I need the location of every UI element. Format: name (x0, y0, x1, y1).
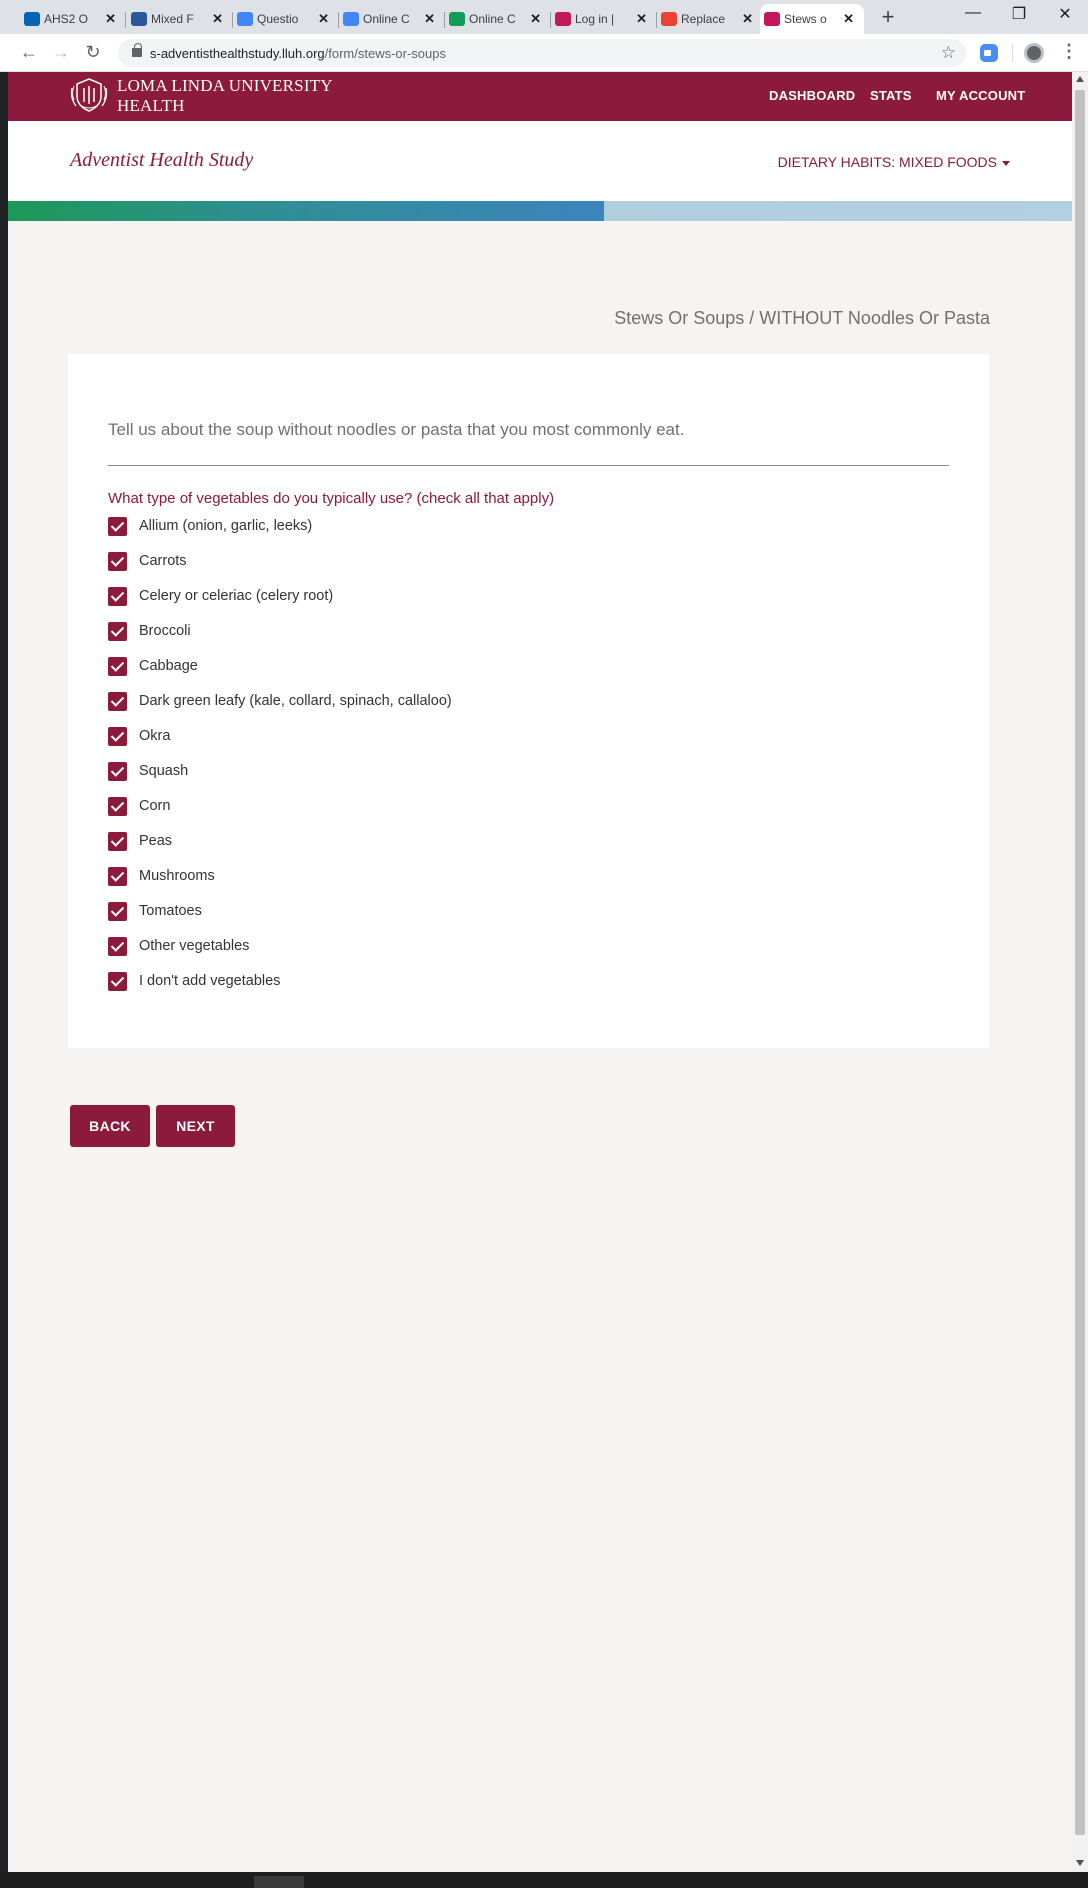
brand-line-2: HEALTH (117, 96, 185, 115)
site-header (8, 72, 1072, 121)
browser-tab[interactable] (233, 4, 339, 34)
checkbox-label[interactable]: Mushrooms (139, 868, 215, 884)
checkbox-option[interactable] (108, 516, 452, 551)
toolbar-divider (1012, 44, 1013, 62)
browser-tab[interactable] (551, 4, 657, 34)
checked-checkbox[interactable] (108, 762, 127, 781)
browser-tab[interactable] (127, 4, 233, 34)
address-bar[interactable] (118, 39, 966, 67)
section-dropdown[interactable] (778, 154, 1010, 170)
taskbar-item[interactable] (254, 1876, 304, 1888)
divider (108, 465, 949, 466)
checked-checkbox[interactable] (108, 937, 127, 956)
tab-separator (125, 12, 126, 28)
checked-checkbox[interactable] (108, 587, 127, 606)
tab-close-icon[interactable]: ✕ (742, 11, 753, 26)
browser-tab-title: Online C (363, 12, 410, 26)
checkbox-label[interactable]: Squash (139, 763, 189, 779)
checked-checkbox[interactable] (108, 797, 127, 816)
scroll-down-arrow-icon[interactable] (1076, 1860, 1084, 1866)
checked-checkbox[interactable] (108, 902, 127, 921)
url-path: /form/stews-or-soups (324, 46, 447, 61)
minimize-button[interactable]: — (965, 4, 981, 21)
llu-icon (555, 12, 571, 26)
checked-checkbox[interactable] (108, 972, 127, 991)
bookmark-star-icon[interactable]: ☆ (940, 43, 956, 62)
study-title[interactable]: Adventist Health Study (70, 149, 254, 171)
browser-tab-title: Online C (469, 12, 516, 26)
checkbox-option[interactable] (108, 656, 452, 691)
back-arrow-icon[interactable]: ← (20, 42, 38, 62)
checkbox-option[interactable] (108, 866, 452, 901)
question-label: What type of vegetables do you typically use? (check all that apply) (108, 490, 555, 507)
checked-checkbox[interactable] (108, 517, 127, 536)
section-dropdown-label: DIETARY HABITS: MIXED FOODS (777, 154, 997, 170)
scrollbar-thumb[interactable] (1075, 90, 1085, 1835)
brand-name[interactable] (117, 76, 333, 116)
tab-close-icon[interactable]: ✕ (530, 11, 541, 26)
question-breadcrumb: Stews Or Soups / WITHOUT Noodles Or Pasta (614, 308, 990, 328)
llu-icon (764, 12, 780, 26)
checkbox-option[interactable] (108, 726, 452, 761)
tab-close-icon[interactable]: ✕ (212, 11, 223, 26)
checkbox-option[interactable] (108, 901, 452, 936)
checkbox-label[interactable]: Broccoli (139, 623, 191, 639)
checkbox-label[interactable]: Other vegetables (139, 938, 250, 954)
checkbox-label[interactable]: Celery or celeriac (celery root) (139, 588, 334, 604)
checked-checkbox[interactable] (108, 657, 127, 676)
page-scrollbar[interactable] (1072, 72, 1088, 1872)
checked-checkbox[interactable] (108, 867, 127, 886)
study-subheader (8, 121, 1072, 201)
next-button[interactable]: NEXT (156, 1105, 235, 1147)
checkbox-option[interactable] (108, 936, 452, 971)
tab-close-icon[interactable]: ✕ (636, 11, 647, 26)
browser-toolbar (0, 34, 1088, 72)
checkbox-option[interactable] (108, 796, 452, 831)
survey-progress-bar (8, 201, 1072, 221)
checked-checkbox[interactable] (108, 622, 127, 641)
onedrive-icon (24, 12, 40, 26)
checkbox-option[interactable] (108, 586, 452, 621)
tab-close-icon[interactable]: ✕ (424, 11, 435, 26)
back-button[interactable]: BACK (70, 1105, 150, 1147)
gmail-icon (661, 12, 677, 26)
checkbox-option[interactable] (108, 761, 452, 796)
checkbox-label[interactable]: Corn (139, 798, 171, 814)
question-prompt: Tell us about the soup without noodles or pasta that you most commonly eat. (108, 420, 685, 439)
profile-avatar[interactable] (1024, 43, 1044, 63)
lock-icon[interactable] (132, 48, 142, 57)
browser-tab[interactable] (20, 4, 126, 34)
checked-checkbox[interactable] (108, 692, 127, 711)
browser-tab-title: Replace (681, 12, 726, 26)
reload-icon[interactable]: ↻ (85, 42, 101, 62)
checkbox-label[interactable]: Tomatoes (139, 903, 202, 919)
window-close-button[interactable]: ✕ (1058, 6, 1072, 23)
scroll-up-arrow-icon[interactable] (1076, 76, 1084, 82)
browser-tab[interactable] (445, 4, 551, 34)
browser-tab[interactable] (657, 4, 763, 34)
browser-tab-strip (0, 0, 1088, 34)
checkbox-label[interactable]: Carrots (139, 553, 187, 569)
url-text[interactable] (150, 46, 446, 61)
nav-dashboard[interactable]: DASHBOARD (769, 88, 856, 103)
checkbox-option[interactable] (108, 831, 452, 866)
zoom-extension-icon[interactable] (980, 44, 998, 62)
url-domain: s-adventisthealthstudy.lluh.org (150, 46, 325, 61)
page-viewport (8, 72, 1072, 1872)
llu-crest-logo[interactable] (68, 76, 110, 114)
word-icon (131, 12, 147, 26)
tab-close-icon[interactable]: ✕ (105, 11, 116, 26)
brand-line-1: LOMA LINDA UNIVERSITY (117, 76, 333, 95)
forward-arrow-icon[interactable]: → (52, 42, 70, 62)
browser-tab[interactable] (339, 4, 445, 34)
checked-checkbox[interactable] (108, 552, 127, 571)
tab-close-icon[interactable]: ✕ (843, 11, 854, 26)
browser-tab-title: Mixed F (151, 12, 194, 26)
browser-tab[interactable] (760, 4, 864, 34)
caret-down-icon (1002, 161, 1010, 166)
browser-tab-title: Questio (257, 12, 299, 26)
checkbox-label[interactable]: Peas (139, 833, 173, 849)
question-card (68, 354, 989, 1048)
nav-my-account[interactable]: MY ACCOUNT (936, 88, 1026, 103)
docs-icon (237, 12, 253, 26)
tab-close-icon[interactable]: ✕ (318, 11, 329, 26)
restore-button[interactable]: ❐ (1011, 6, 1027, 23)
checked-checkbox[interactable] (108, 727, 127, 746)
new-tab-button[interactable]: + (881, 4, 895, 29)
checkbox-option[interactable] (108, 691, 452, 726)
checkbox-option[interactable] (108, 551, 452, 586)
checkbox-label[interactable]: Dark green leafy (kale, collard, spinach, callaloo) (139, 693, 452, 709)
progress-fill (8, 201, 604, 221)
os-taskbar (0, 1872, 1088, 1888)
browser-tab-title: AHS2 O (44, 12, 89, 26)
checkbox-label[interactable]: Okra (139, 728, 171, 744)
vegetable-options-list (108, 516, 452, 1006)
browser-tab-title: Log in | (575, 12, 615, 26)
checked-checkbox[interactable] (108, 832, 127, 851)
checkbox-option[interactable] (108, 971, 452, 1006)
browser-menu-icon[interactable]: ⋮ (1060, 41, 1078, 61)
checkbox-label[interactable]: I don't add vegetables (139, 973, 281, 989)
nav-stats[interactable]: STATS (870, 88, 912, 103)
checkbox-label[interactable]: Allium (onion, garlic, leeks) (139, 518, 313, 534)
checkbox-label[interactable]: Cabbage (139, 658, 198, 674)
browser-tab-title: Stews o (784, 12, 827, 26)
docs-icon (343, 12, 359, 26)
sheets-icon (449, 12, 465, 26)
checkbox-option[interactable] (108, 621, 452, 656)
